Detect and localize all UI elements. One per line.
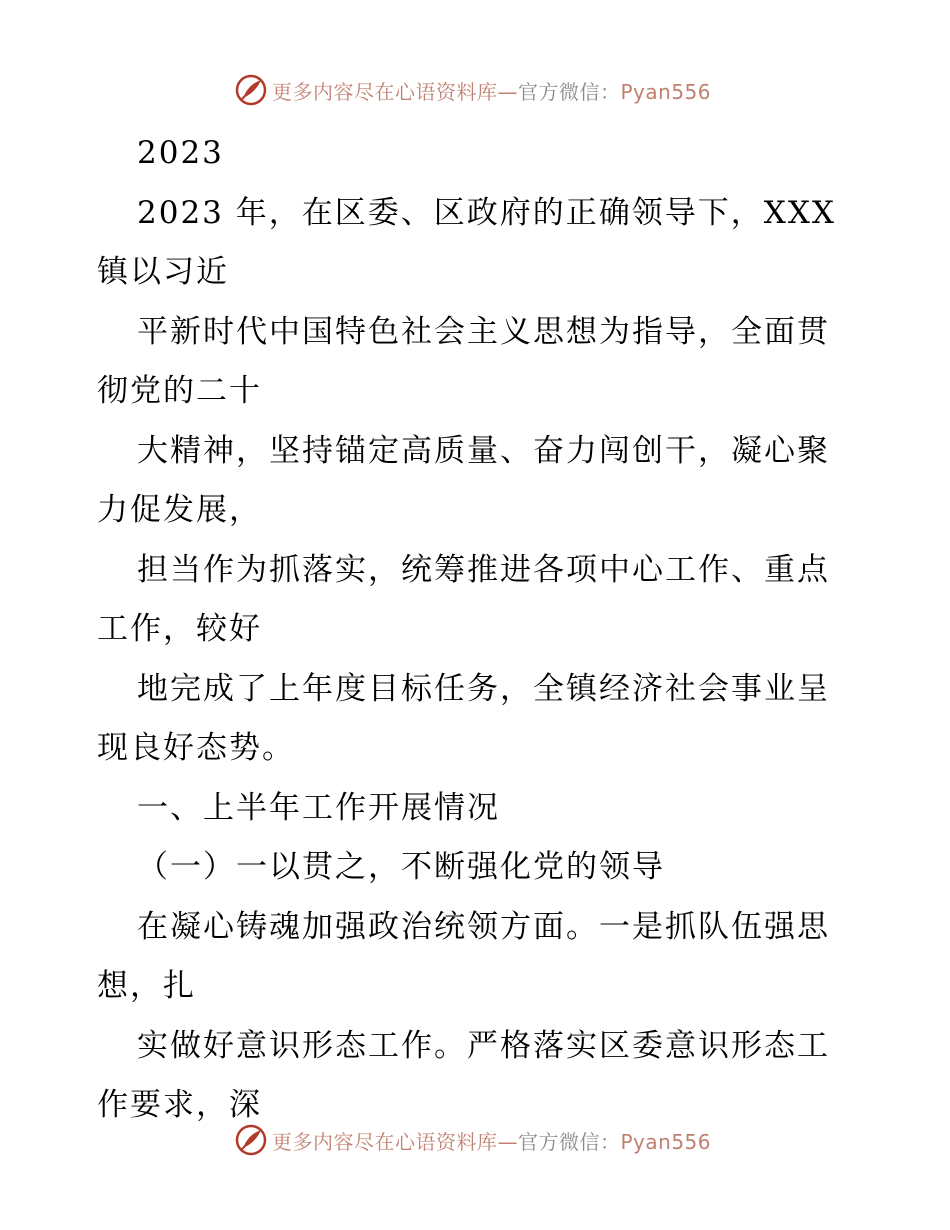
watermark-banner-top [234,70,754,110]
doc-line: 2023 年，在区委、区政府的正确领导下，XXX [137,194,836,231]
subsection-heading: （一）一以贯之，不断强化党的领导 [137,849,665,885]
doc-line: 工作，较好 [97,611,262,647]
watermark-wechat-label: 官方微信： [518,79,621,104]
doc-line: 力促发展， [97,492,262,528]
document-body [97,124,857,1136]
doc-line: 现良好态势。 [97,730,295,766]
doc-line: 大精神，坚持锚定高质量、奋力闯创干，凝心聚 [137,432,830,469]
watermark-banner-bottom [234,1120,754,1160]
doc-line: 彻党的二十 [97,373,262,409]
doc-line: 镇以习近 [97,254,229,290]
doc-line: 地完成了上年度目标任务，全镇经济社会事业呈 [137,670,830,707]
section-heading: 一、上半年工作开展情况 [137,789,500,826]
doc-line: 实做好意识形态工作。严格落实区委意识形态工 [137,1027,830,1064]
doc-line: 作要求，深 [97,1087,262,1123]
watermark-library-name: 更多内容尽在心语资料库 [272,1129,498,1154]
doc-line: 平新时代中国特色社会主义思想为指导，全面贯 [137,313,830,350]
doc-line-title: 2023 [137,135,224,171]
watermark-text [272,76,711,105]
doc-line: 想，扎 [97,968,196,1004]
watermark-separator: — [497,1129,518,1154]
feather-pen-logo-icon [234,1123,268,1157]
watermark-wechat-label: 官方微信： [518,1129,621,1154]
watermark-wechat-id: Pyan556 [620,79,712,104]
watermark-library-name: 更多内容尽在心语资料库 [272,79,498,104]
doc-line: 在凝心铸魂加强政治统领方面。一是抓队伍强思 [137,908,830,945]
doc-line: 担当作为抓落实，统筹推进各项中心工作、重点 [137,551,830,588]
watermark-text [272,1126,711,1155]
watermark-separator: — [497,79,518,104]
watermark-wechat-id: Pyan556 [620,1129,712,1154]
feather-pen-logo-icon [234,73,268,107]
